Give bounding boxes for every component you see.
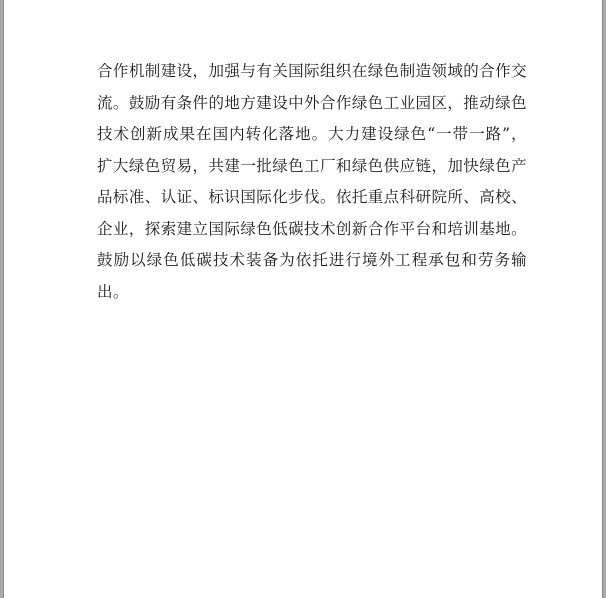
document-page (4, 0, 602, 598)
body-paragraph: 合作机制建设，加强与有关国际组织在绿色制造领域的合作交流。鼓励有条件的地方建设中外合作绿色工业园区，推动绿色技术创新成果在国内转化落地。大力建设绿色“一带一路”，扩大绿色贸易，共建一批绿色工厂和绿色供应链，加快绿色产品标准、认证、标识国际化步伐。依托重点科研院所、高校、企业，探索建立国际绿色低碳技术创新合作平台和培训基地。鼓励以绿色低碳技术装备为依托进行境外工程承包和劳务输出。 (97, 62, 527, 301)
